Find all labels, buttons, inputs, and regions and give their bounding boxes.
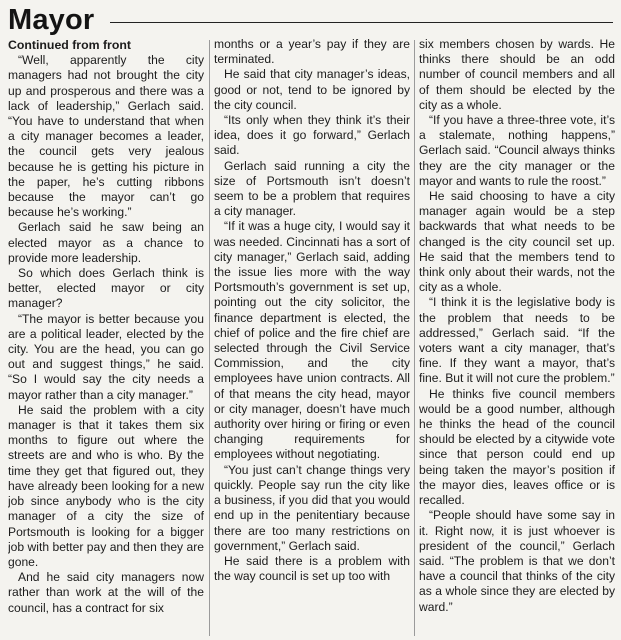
paragraph: “Its only when they think it’s their idea, does it go forward,” Gerlach said. <box>214 113 410 158</box>
paragraph: six members chosen by wards. He thinks there should be an odd number of council members and all of them should be elected by the city as a whole. <box>419 37 615 112</box>
paragraph: He said the problem with a city manager is that it takes them six months to figure out where the streets are and who is who. By the time they get that figured out, they have already been looking for a new job since anybody who is the city manager of a city the size of Portsmouth is looking for a bigger job with better pay and then they are gone. <box>8 402 204 569</box>
paragraph: “If it was a huge city, I would say it was needed. Cincinnati has a sort of city manager,” Gerlach said, adding the issue lies more with the way Portsmouth’s government is set up, pointing out the city solicitor, the finance department is elected, the chief of police and the fire chief are selected through the Civil Service Commission, and the city employees have union contracts. All of that means the city head, mayor or city manager, doesn’t have much authority over hiring or firing or even changing requirements for employees without negotiating. <box>214 219 410 462</box>
paragraph: months or a year’s pay if they are terminated. <box>214 37 410 67</box>
paragraph: “If you have a three-three vote, it’s a stalemate, nothing happens,” Gerlach said. “Council always thinks they are the city manager or the mayor and wants to rule the roost.” <box>419 113 615 188</box>
paragraph: Gerlach said running a city the size of Portsmouth isn’t doesn’t seem to be a problem that requires a city manager. <box>214 158 410 219</box>
article-column-1 <box>8 38 204 638</box>
article-column-3 <box>419 37 615 637</box>
paragraph: “Well, apparently the city managers had not brought the city up and prosperous and there was a lack of leadership,” Gerlach said. “You have to understand that when a city manager becomes a leader, the council gets very jealous because he is getting his picture in the paper, he’s cutting ribbons because the mayor can’t go because he’s working.” <box>8 53 204 220</box>
paragraph: He thinks five council members would be a good number, although he thinks the head of the council should be elected by a citywide vote since that person could end up being taken the mayor’s position if the mayor dies, leaves office or is recalled. <box>419 386 615 508</box>
column-divider <box>414 40 415 636</box>
headline-rule <box>110 22 613 23</box>
paragraph: And he said city managers now rather than work at the will of the council, has a contract for six <box>8 570 204 615</box>
paragraph: Gerlach said he saw being an elected mayor as a chance to provide more leadership. <box>8 220 204 265</box>
paragraph: He said choosing to have a city manager again would be a step backwards that what needs to be changed is the city council set up. He said that the members tend to think only about their wards, not the city as a whole. <box>419 189 615 295</box>
paragraph: “The mayor is better because you are a political leader, elected by the city. You are the head, you can go out and suggest things,” he said. “So I would say the city needs a mayor rather than a city manager.” <box>8 311 204 402</box>
headline: Mayor <box>8 4 95 36</box>
paragraph: He said that city manager’s ideas, good or not, tend to be ignored by the city council. <box>214 67 410 112</box>
paragraph: “You just can’t change things very quickly. People say run the city like a business, if you did that you would end up in the penitentiary because there are too many restrictions on government,” Gerlach said. <box>214 462 410 553</box>
paragraph: He said there is a problem with the way council is set up too with <box>214 553 410 584</box>
article-header <box>8 4 613 36</box>
paragraph: “People should have some say in it. Right now, it is just whoever is president of the council,” Gerlach said. “The problem is that we don’t have a council that thinks of the city as a whole since they are elected by ward.” <box>419 508 615 614</box>
column-divider <box>209 40 210 636</box>
paragraph: “I think it is the legislative body is the problem that needs to be addressed,” Gerlach said. “If the voters want a city manager, that’s fine. If they want a mayor, that’s fine. But it will not cure the problem.” <box>419 295 615 386</box>
paragraph: So which does Gerlach think is better, elected mayor or city manager? <box>8 266 204 311</box>
continuation-kicker: Continued from front <box>8 38 131 52</box>
article-column-2 <box>214 37 410 637</box>
